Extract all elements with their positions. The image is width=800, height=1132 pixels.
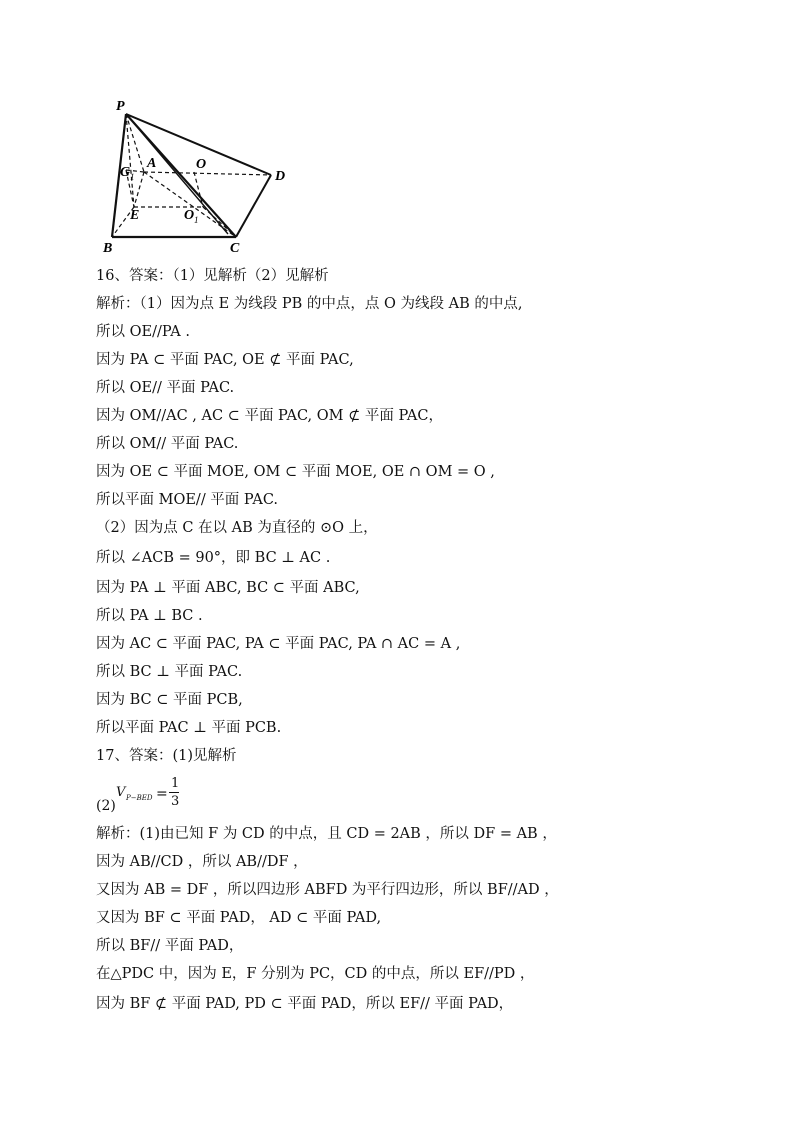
text-line: 因为 AC ⊂ 平面 PAC, PA ⊂ 平面 PAC, PA ∩ AC = A , [96, 636, 461, 652]
answer-17-heading: 17、答案：(1)见解析 [96, 748, 237, 764]
text-line: 所以平面 MOE// 平面 PAC. [96, 492, 278, 508]
formula-subscript: P−BED [126, 794, 153, 802]
text-line: 所以 OE// 平面 PAC. [96, 380, 235, 396]
fraction-bar [169, 792, 179, 793]
formula-denominator: 3 [171, 794, 180, 809]
text-line: 所以 OM// 平面 PAC. [96, 436, 239, 452]
pyramid-diagram [96, 92, 306, 262]
text-line: 解析：（1）因为点 E 为线段 PB 的中点，点 O 为线段 AB 的中点, [96, 296, 523, 312]
volume-formula [96, 778, 296, 814]
text-line: 因为 AB//CD ，所以 AB//DF ， [96, 854, 308, 870]
text-line: 因为 BF ⊄ 平面 PAD, PD ⊂ 平面 PAD，所以 EF// 平面 PAD， [96, 996, 514, 1012]
text-line: 所以 ∠ACB = 90°，即 BC ⊥ AC . [96, 550, 331, 566]
label-O: O [196, 157, 207, 172]
label-G: G [120, 165, 131, 180]
text-line: 又因为 AB = DF ，所以四边形 ABFD 为平行四边形，所以 BF//AD ， [96, 882, 559, 898]
text-line: 因为 BC ⊂ 平面 PCB, [96, 692, 243, 708]
text-line: 因为 OE ⊂ 平面 MOE, OM ⊂ 平面 MOE, OE ∩ OM = O , [96, 464, 495, 480]
text-line: 解析：(1)由已知 F 为 CD 的中点，且 CD = 2AB ，所以 DF = AB ， [96, 826, 557, 842]
formula-equals: = [156, 786, 168, 802]
label-E: E [130, 208, 140, 223]
formula-prefix: (2) [96, 798, 116, 814]
text-line: 又因为 BF ⊂ 平面 PAD， AD ⊂ 平面 PAD, [96, 910, 382, 926]
label-O1-sub: 1 [194, 215, 199, 225]
text-line: 所以 BF// 平面 PAD， [96, 938, 244, 954]
text-line: 所以 BC ⊥ 平面 PAC. [96, 664, 243, 680]
label-B: B [103, 241, 113, 256]
label-P: P [116, 99, 125, 114]
label-D: D [275, 169, 286, 184]
label-G-sub: 1 [130, 172, 135, 182]
text-line: 所以 OE//PA . [96, 324, 190, 340]
text-line: 所以 PA ⊥ BC . [96, 608, 203, 624]
label-A: A [147, 156, 157, 171]
text-line: （2）因为点 C 在以 AB 为直径的 ⊙O 上， [96, 520, 378, 536]
answer-16-heading: 16、答案：（1）见解析（2）见解析 [96, 268, 329, 284]
geometry-figure [96, 92, 306, 262]
formula-numerator: 1 [171, 776, 180, 791]
text-line: 因为 OM//AC , AC ⊂ 平面 PAC, OM ⊄ 平面 PAC， [96, 408, 443, 424]
text-line: 因为 PA ⊂ 平面 PAC, OE ⊄ 平面 PAC, [96, 352, 354, 368]
label-O1: O [184, 208, 195, 223]
formula-V: V [116, 785, 126, 800]
text-line: 在△PDC 中，因为 E，F 分别为 PC，CD 的中点，所以 EF//PD ， [96, 966, 535, 982]
text-line: 所以平面 PAC ⊥ 平面 PCB. [96, 720, 282, 736]
label-C: C [230, 241, 240, 256]
text-line: 因为 PA ⊥ 平面 ABC, BC ⊂ 平面 ABC, [96, 580, 360, 596]
